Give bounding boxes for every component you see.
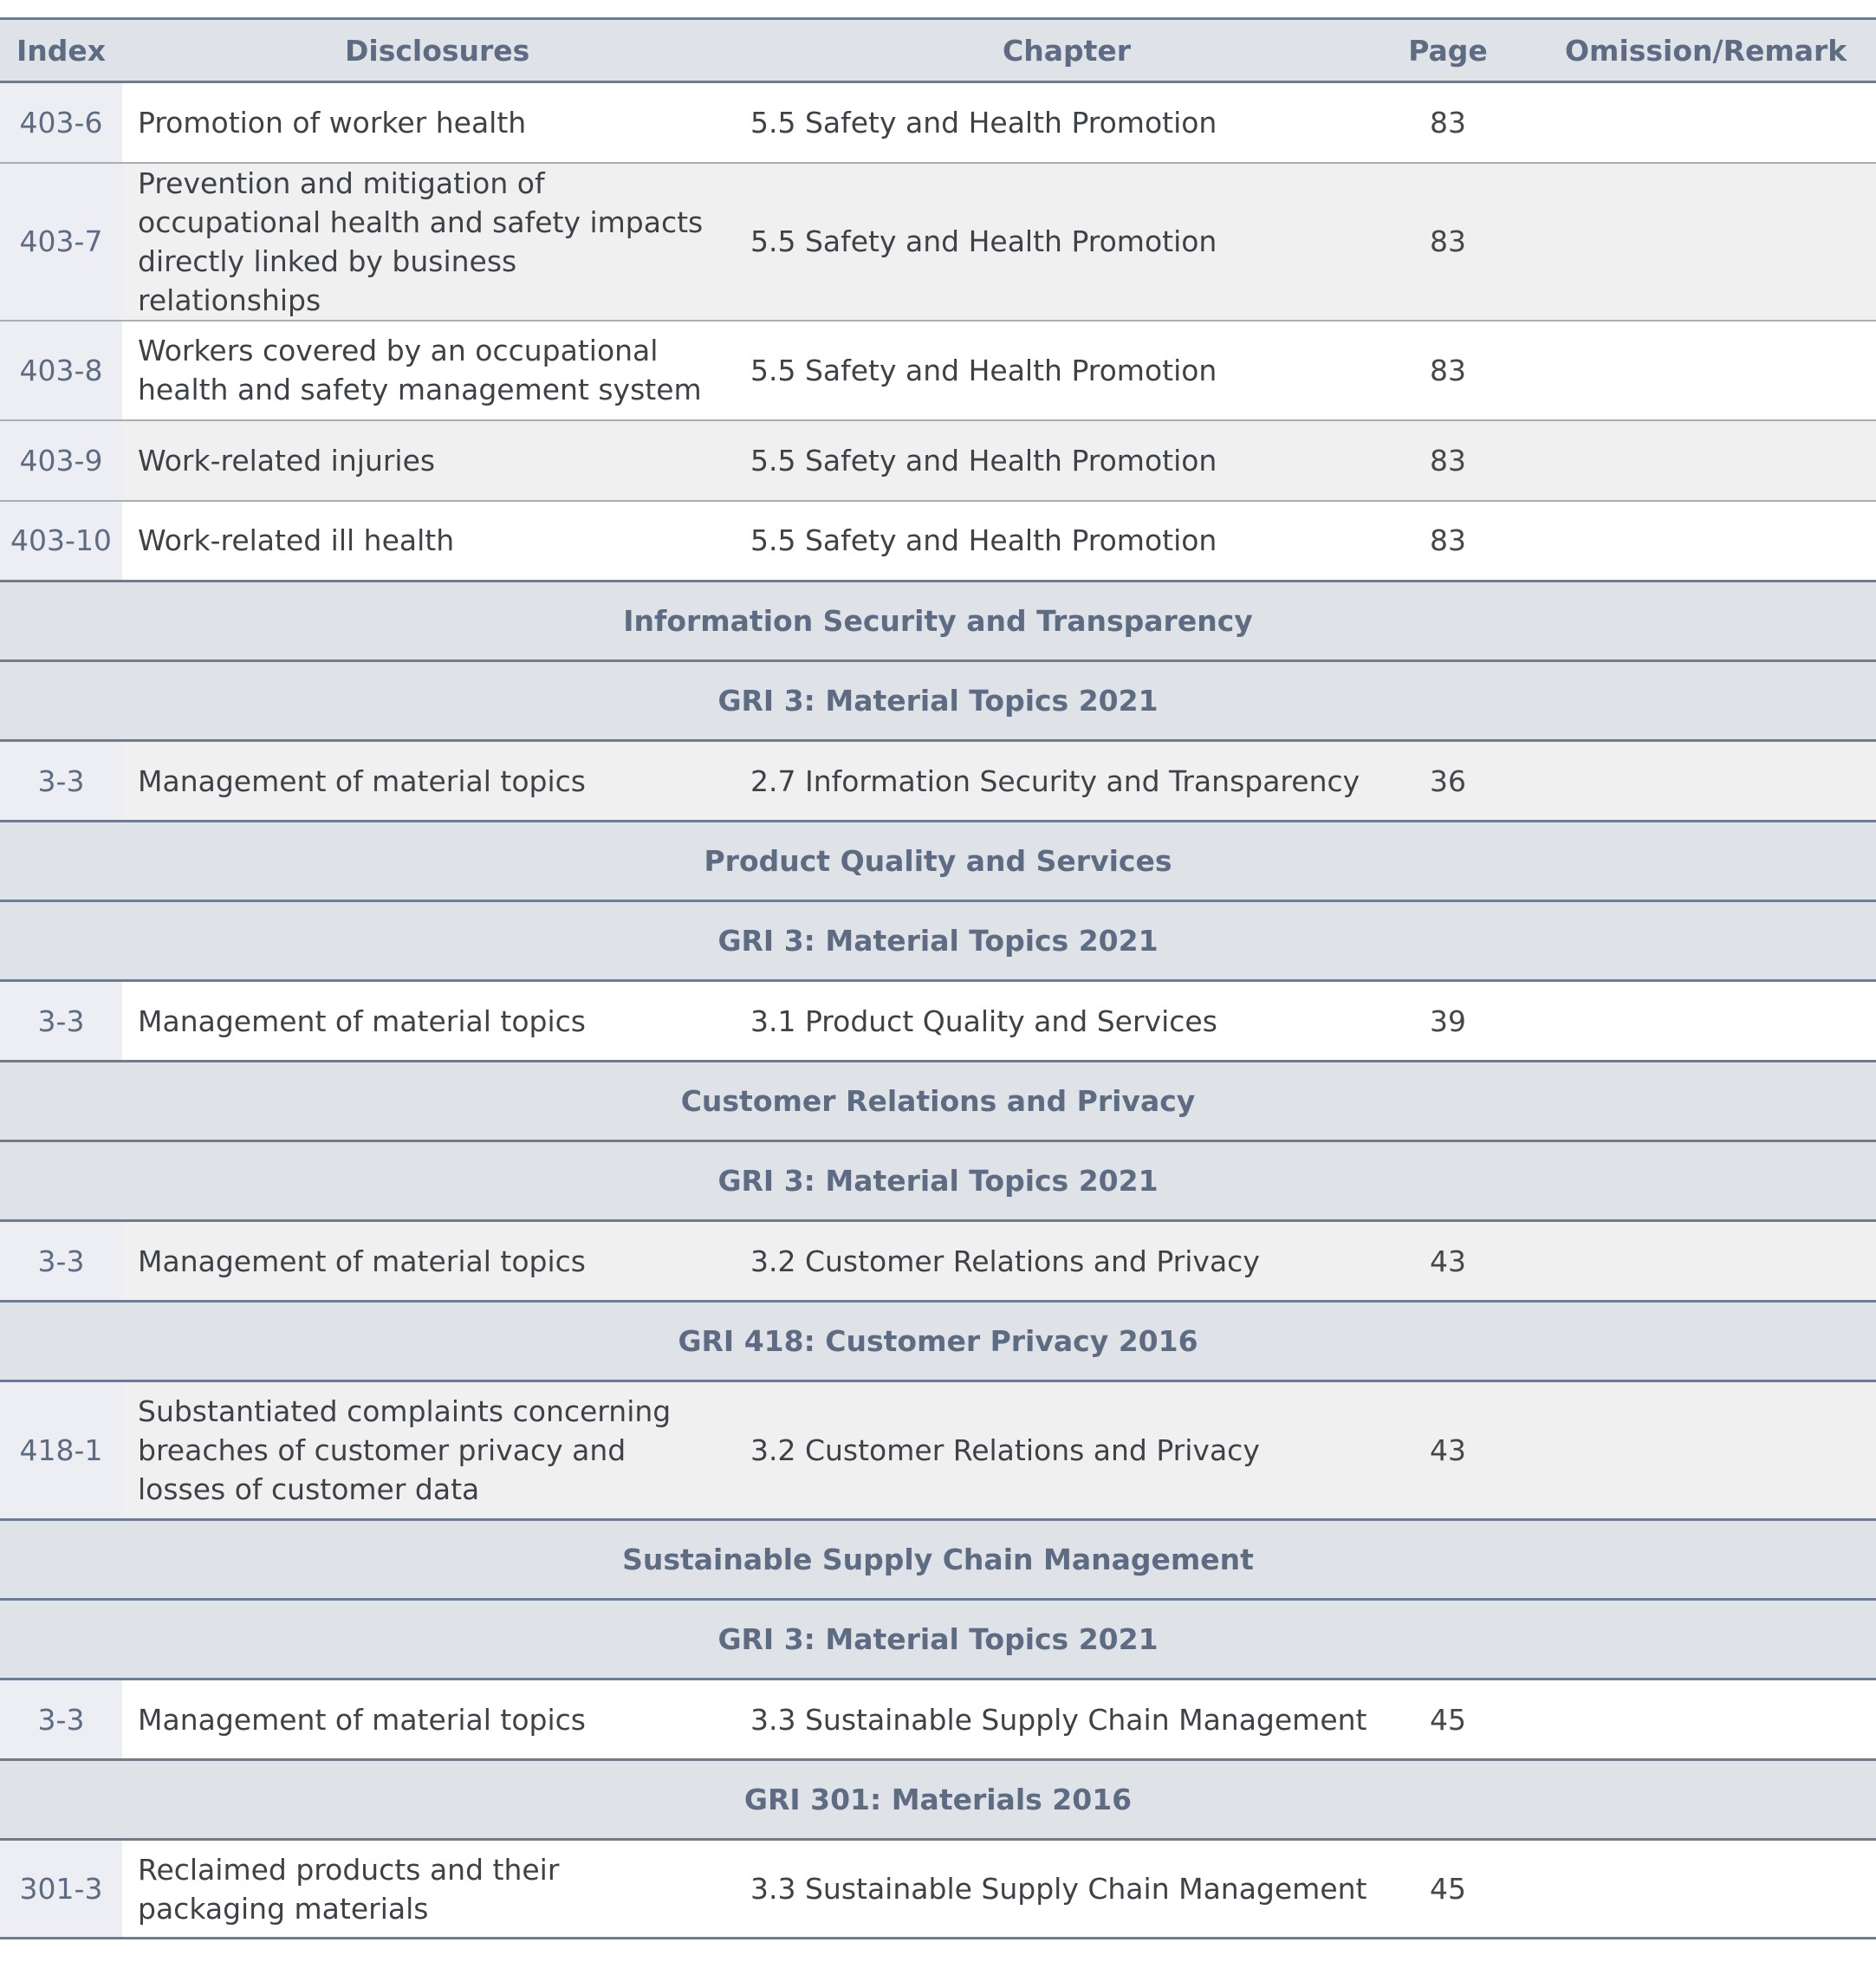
section-heading-row — [0, 661, 1876, 741]
table-row — [0, 741, 1876, 822]
chapter-cell: 5.5 Safety and Health Promotion — [750, 353, 1217, 387]
remark-cell — [1522, 981, 1876, 1062]
index-cell: 403-10 — [0, 501, 122, 581]
table-row — [0, 1221, 1876, 1302]
table-row — [0, 1381, 1876, 1520]
disclosure-cell: Management of material topics — [138, 763, 586, 798]
page-cell: 83 — [1430, 224, 1466, 258]
page-cell: 83 — [1430, 105, 1466, 140]
section-heading-row — [0, 1520, 1876, 1600]
chapter-cell: 5.5 Safety and Health Promotion — [750, 443, 1217, 478]
index-cell: 3-3 — [0, 741, 122, 822]
column-header-chapter: Chapter — [1003, 33, 1132, 68]
page-cell: 83 — [1430, 523, 1466, 558]
page-cell: 36 — [1430, 763, 1466, 798]
column-header-page: Page — [1408, 33, 1488, 68]
disclosure-cell: Management of material topics — [138, 1004, 586, 1038]
disclosure-cell: Management of material topics — [138, 1244, 586, 1278]
index-cell: 403-6 — [0, 82, 122, 163]
page-cell: 43 — [1430, 1244, 1466, 1278]
section-heading-row — [0, 581, 1876, 661]
disclosure-cell: Prevention and mitigation of occupational health and safety impacts directly linked by business relationships — [138, 166, 704, 317]
remark-cell — [1522, 1221, 1876, 1302]
section-heading-row — [0, 822, 1876, 901]
table-row — [0, 163, 1876, 321]
section-heading: GRI 3: Material Topics 2021 — [717, 684, 1159, 718]
index-cell: 418-1 — [0, 1381, 122, 1520]
section-heading: Information Security and Transparency — [623, 604, 1253, 638]
gri-content-index-table — [0, 17, 1876, 1939]
section-heading-row — [0, 901, 1876, 981]
index-cell: 3-3 — [0, 981, 122, 1062]
remark-cell — [1522, 1679, 1876, 1760]
table-row — [0, 82, 1876, 163]
index-cell: 3-3 — [0, 1679, 122, 1760]
page-cell: 83 — [1430, 353, 1466, 387]
chapter-cell: 3.1 Product Quality and Services — [750, 1004, 1217, 1038]
table-header — [0, 19, 1876, 82]
table-row — [0, 1840, 1876, 1939]
section-heading: Sustainable Supply Chain Management — [622, 1543, 1254, 1576]
section-heading-row — [0, 1760, 1876, 1840]
disclosure-cell: Reclaimed products and their packaging materials — [138, 1852, 560, 1926]
disclosure-cell: Work-related injuries — [138, 443, 436, 478]
remark-cell — [1522, 420, 1876, 501]
remark-cell — [1522, 321, 1876, 420]
chapter-cell: 3.2 Customer Relations and Privacy — [750, 1433, 1260, 1467]
remark-cell — [1522, 1840, 1876, 1939]
chapter-cell: 5.5 Safety and Health Promotion — [750, 105, 1217, 140]
remark-cell — [1522, 1381, 1876, 1520]
disclosure-cell: Promotion of worker health — [138, 105, 527, 140]
column-header-omission-remark: Omission/Remark — [1565, 33, 1847, 68]
table-row — [0, 501, 1876, 581]
index-cell: 403-8 — [0, 321, 122, 420]
page-cell: 45 — [1430, 1872, 1466, 1906]
page-cell: 39 — [1430, 1004, 1466, 1038]
section-heading: GRI 301: Materials 2016 — [743, 1783, 1133, 1816]
section-heading: Customer Relations and Privacy — [680, 1084, 1196, 1118]
column-header-index: Index — [16, 33, 107, 68]
section-heading: GRI 3: Material Topics 2021 — [717, 924, 1159, 958]
section-heading-row — [0, 1141, 1876, 1221]
index-cell: 403-7 — [0, 163, 122, 321]
table-row — [0, 420, 1876, 501]
section-heading: GRI 3: Material Topics 2021 — [717, 1164, 1159, 1198]
page-cell: 83 — [1430, 443, 1466, 478]
chapter-cell: 2.7 Information Security and Transparency — [750, 763, 1360, 798]
remark-cell — [1522, 163, 1876, 321]
table-row — [0, 1679, 1876, 1760]
remark-cell — [1522, 741, 1876, 822]
index-cell: 301-3 — [0, 1840, 122, 1939]
chapter-cell: 3.3 Sustainable Supply Chain Management — [750, 1702, 1367, 1737]
disclosure-cell: Management of material topics — [138, 1702, 586, 1737]
table-row — [0, 981, 1876, 1062]
section-heading: GRI 418: Customer Privacy 2016 — [678, 1324, 1198, 1358]
section-heading-row — [0, 1062, 1876, 1141]
section-heading-row — [0, 1302, 1876, 1381]
table-body — [0, 82, 1876, 1939]
disclosure-cell: Substantiated complaints concerning breaches of customer privacy and losses of customer data — [138, 1394, 672, 1506]
chapter-cell: 3.2 Customer Relations and Privacy — [750, 1244, 1260, 1278]
section-heading-row — [0, 1600, 1876, 1679]
chapter-cell: 5.5 Safety and Health Promotion — [750, 523, 1217, 558]
remark-cell — [1522, 82, 1876, 163]
section-heading: Product Quality and Services — [704, 844, 1172, 878]
table-row — [0, 321, 1876, 420]
index-cell: 403-9 — [0, 420, 122, 501]
page-cell: 45 — [1430, 1702, 1466, 1737]
gri-content-index-page — [0, 17, 1876, 1939]
column-header-disclosures: Disclosures — [345, 33, 530, 68]
disclosure-cell: Workers covered by an occupational health and safety management system — [138, 334, 702, 406]
page-cell: 43 — [1430, 1433, 1466, 1467]
chapter-cell: 5.5 Safety and Health Promotion — [750, 224, 1217, 258]
chapter-cell: 3.3 Sustainable Supply Chain Management — [750, 1872, 1367, 1906]
header-row — [0, 19, 1876, 82]
disclosure-cell: Work-related ill health — [138, 523, 455, 558]
remark-cell — [1522, 501, 1876, 581]
section-heading: GRI 3: Material Topics 2021 — [717, 1622, 1159, 1656]
index-cell: 3-3 — [0, 1221, 122, 1302]
